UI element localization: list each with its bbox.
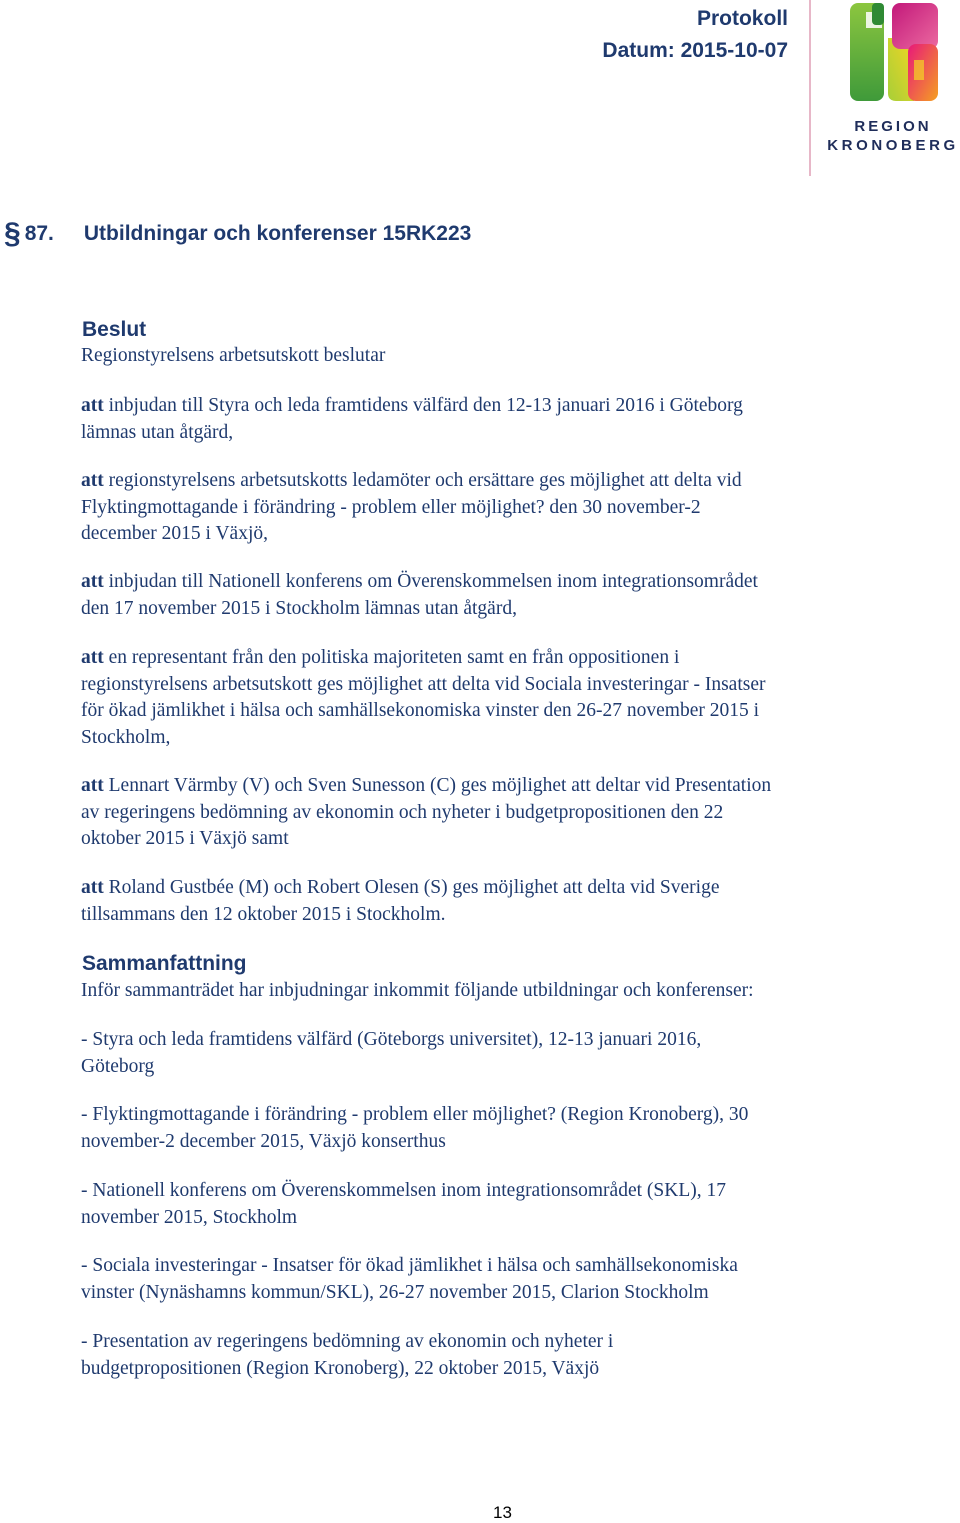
beslut-item: att regionstyrelsens arbetsutskotts ledamöter och ersättare ges möjlighet att delta vid Flyktingmottagande i förändring - problem eller möjlighet? den 30 november-2 december 2015 i Växjö, <box>81 470 742 544</box>
logo-text-region: REGION <box>854 118 932 135</box>
section-heading <box>4 214 471 248</box>
document-date: Datum: 2015-10-07 <box>602 39 788 62</box>
sammanfattning-intro: Inför sammanträdet har inbjudningar inkommit följande utbildningar och konferenser: <box>81 980 754 1001</box>
section-title: Utbildningar och konferenser 15RK223 <box>83 222 472 245</box>
region-kronoberg-logo <box>826 0 960 160</box>
sammanfattning-item: - Flyktingmottagande i förändring - problem eller möjlighet? (Region Kronoberg), 30 november-2 december 2015, Växjö konserthus <box>81 1104 749 1152</box>
page-number: 13 <box>493 1503 512 1522</box>
beslut-item: att en representant från den politiska majoriteten samt en från oppositionen i regionstyrelsens arbetsutskott ges möjlighet att delta vid Sociala investeringar - Insatser för ökad jämlikhet i hälsa och samhällsekonomiska vinster den 26-27 november 2015 i Stockholm, <box>81 647 766 748</box>
logo-text-kronoberg: KRONOBERG <box>827 137 959 154</box>
beslut-item: att inbjudan till Nationell konferens om Överenskommelsen inom integrationsområdet den 17 november 2015 i Stockholm lämnas utan åtgärd, <box>81 571 758 619</box>
sammanfattning-heading: Sammanfattning <box>82 952 247 975</box>
sammanfattning-item: - Nationell konferens om Överenskommelsen inom integrationsområdet (SKL), 17 november 2015, Stockholm <box>81 1180 726 1228</box>
beslut-item: att Lennart Värmby (V) och Sven Sunesson (C) ges möjlighet att deltar vid Presentation av regeringens bedömning av ekonomin och nyheter i budgetpropositionen den 22 oktober 2015 i Växjö samt <box>81 775 772 849</box>
header-divider <box>809 0 811 176</box>
beslut-item: att inbjudan till Styra och leda framtidens välfärd den 12-13 januari 2016 i Göteborg lämnas utan åtgärd, <box>81 395 743 443</box>
sammanfattning-item: - Presentation av regeringens bedömning av ekonomin och nyheter i budgetpropositionen (Region Kronoberg), 22 oktober 2015, Växjö <box>81 1331 614 1379</box>
sammanfattning-item: - Sociala investeringar - Insatser för ökad jämlikhet i hälsa och samhällsekonomiska vinster (Nynäshamns kommun/SKL), 26-27 november 2015, Clarion Stockholm <box>81 1255 738 1303</box>
beslut-item: att Roland Gustbée (M) och Robert Olesen (S) ges möjlighet att delta vid Sverige tillsammans den 12 oktober 2015 i Stockholm. <box>81 877 720 925</box>
beslut-heading: Beslut <box>82 318 147 341</box>
beslut-intro: Regionstyrelsens arbetsutskott beslutar <box>81 345 386 366</box>
sammanfattning-item: - Styra och leda framtidens välfärd (Göteborgs universitet), 12-13 januari 2016, Göteborg <box>81 1029 702 1077</box>
paragraph-symbol: § <box>4 217 21 250</box>
document-type: Protokoll <box>696 7 788 30</box>
section-number: 87. <box>24 222 54 245</box>
